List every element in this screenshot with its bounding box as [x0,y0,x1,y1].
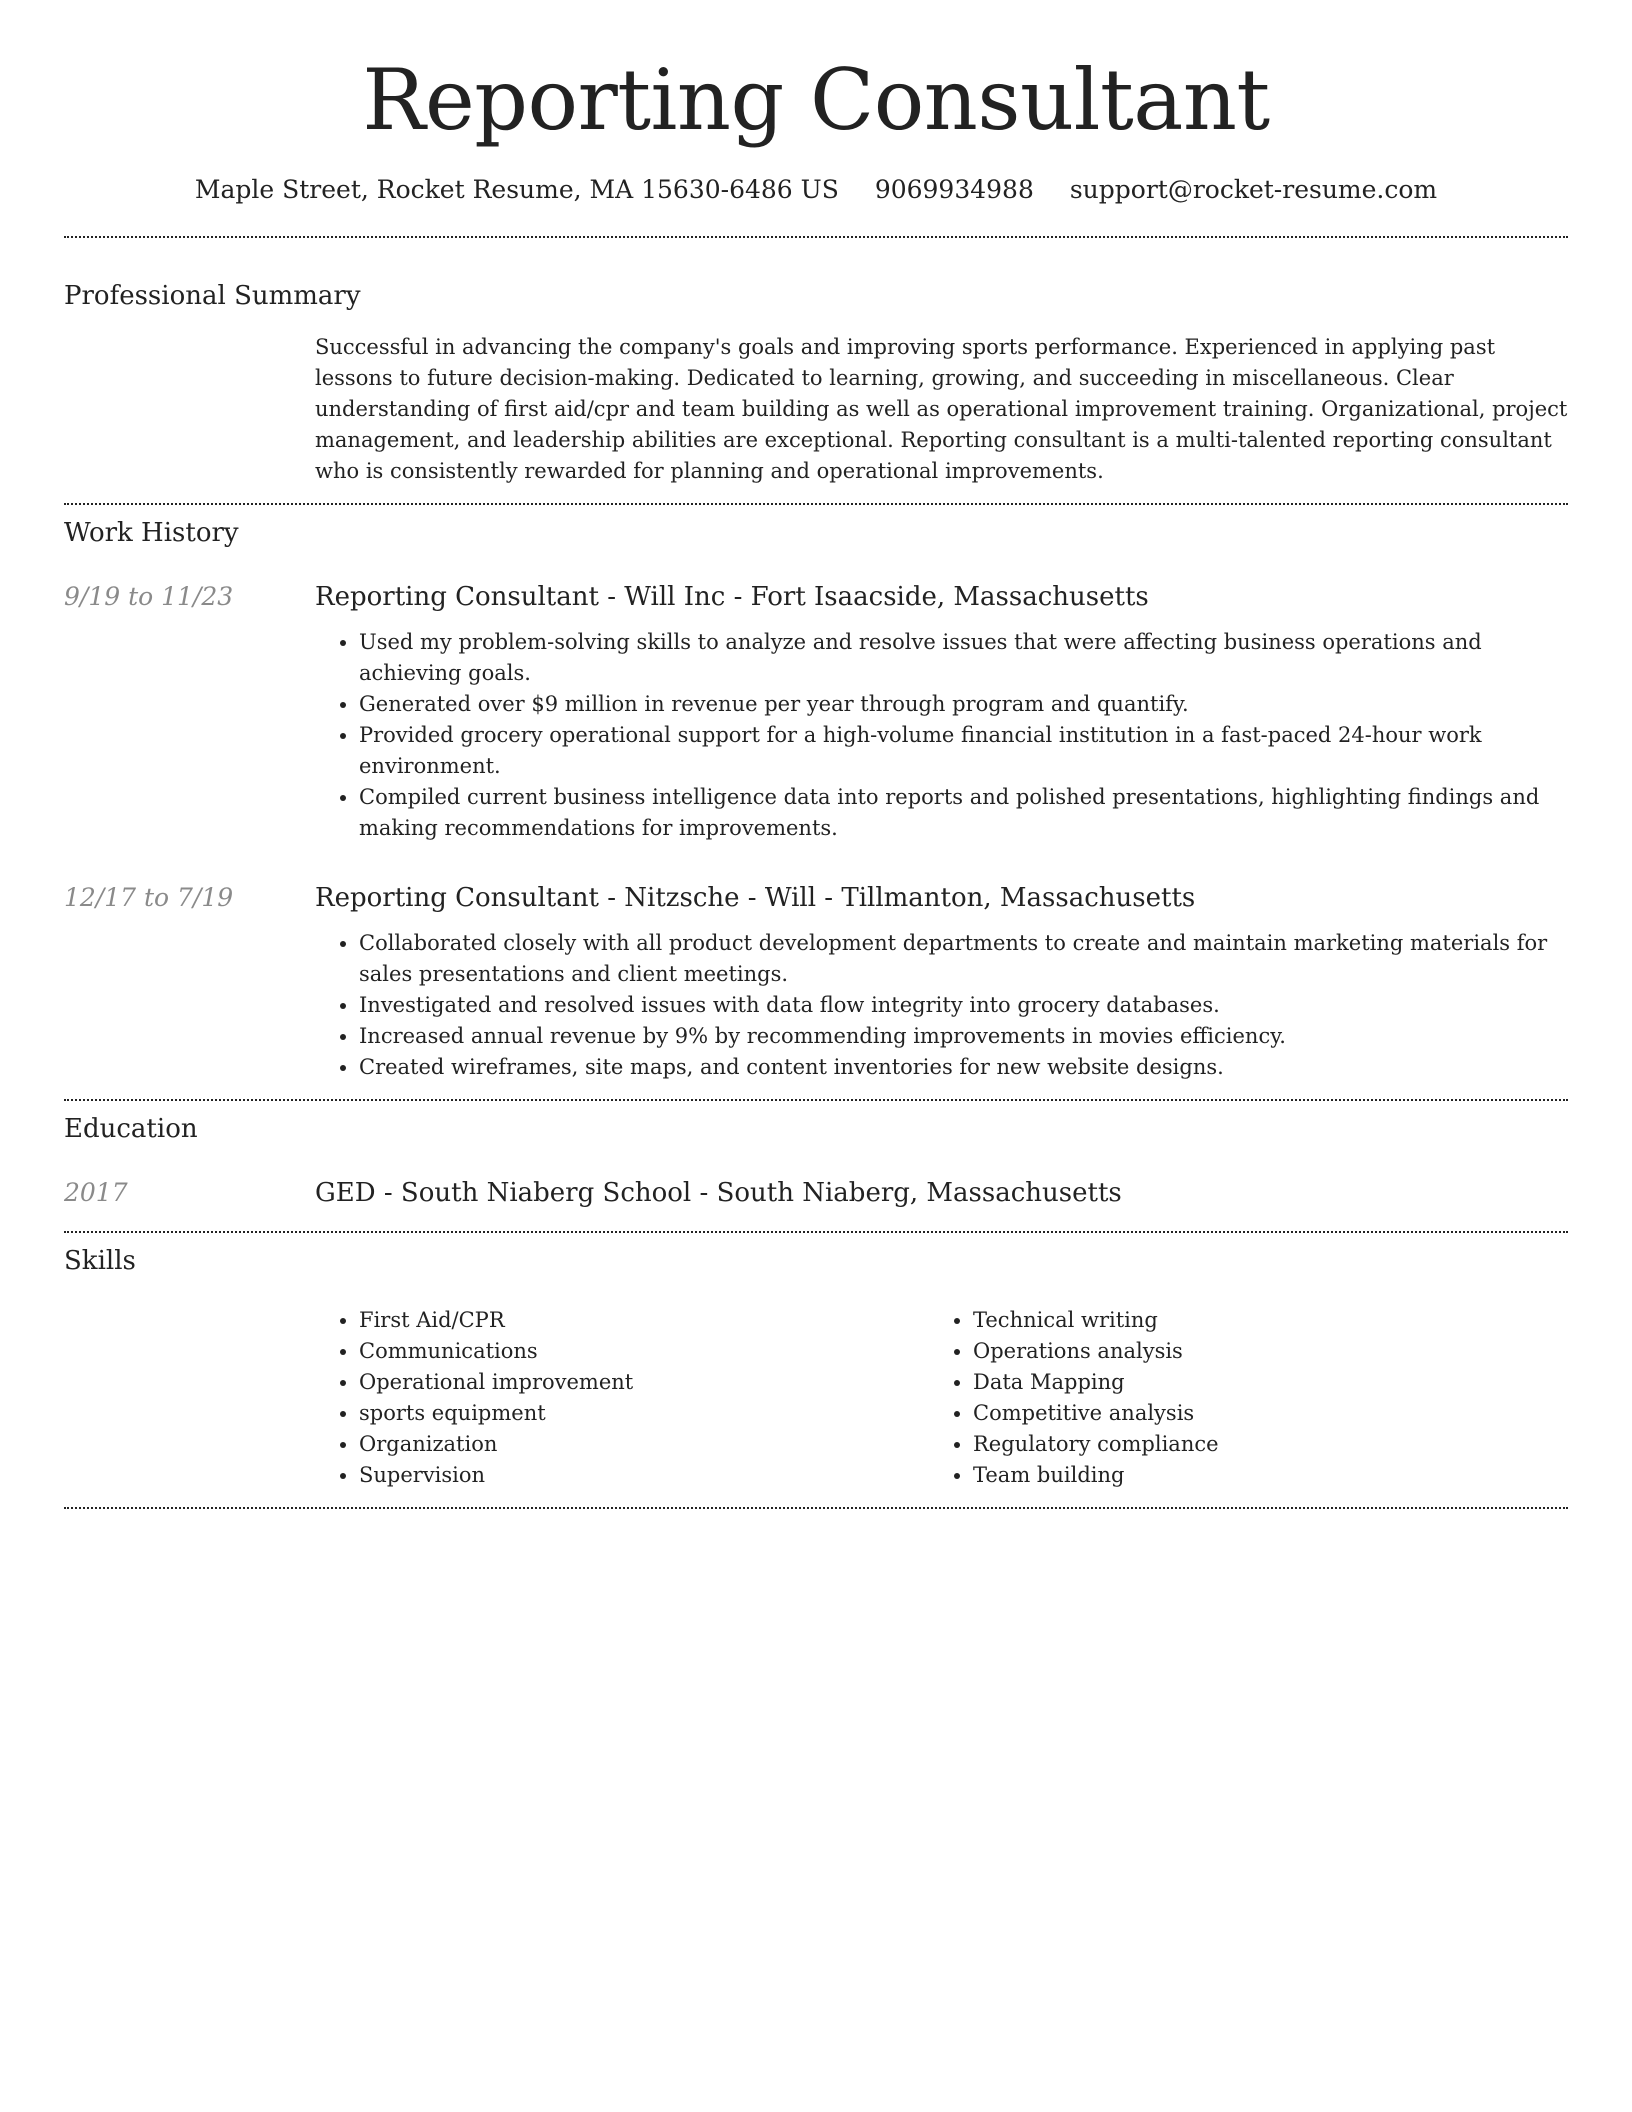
divider [64,1507,1568,1509]
address: Maple Street, Rocket Resume, MA 15630-6486 US [194,175,839,204]
section-title-education: Education [64,1114,198,1144]
skill-item: • Regulatory compliance [973,1429,1543,1460]
skill-item: • Operational improvement [359,1367,929,1398]
phone: 9069934988 [874,175,1034,204]
work-history-section [64,505,1568,1083]
education-heading: GED - South Niaberg School - South Niaberg, Massachusetts [315,1178,1122,1208]
job-bullet: • Generated over $9 million in revenue per year through program and quantify. [359,689,1568,720]
skill-item: • First Aid/CPR [359,1305,929,1336]
job-bullets [315,627,1568,844]
skill-item: • Operations analysis [973,1336,1543,1367]
job-entry [64,880,1568,1083]
job-entry [64,579,1568,844]
job-bullet: • Increased annual revenue by 9% by recommending improvements in movies efficiency. [359,1021,1568,1052]
job-bullet: • Investigated and resolved issues with data flow integrity into grocery databases. [359,990,1568,1021]
skill-item: • Team building [973,1460,1543,1491]
education-entry [64,1175,1568,1211]
job-bullet: • Compiled current business intelligence data into reports and polished presentations, highlighting findings and making recommendations for improvements. [359,782,1568,844]
job-bullet: • Used my problem-solving skills to analyze and resolve issues that were affecting business operations and achieving goals. [359,627,1568,689]
contact-line [64,172,1568,208]
job-bullets [315,928,1568,1083]
skill-item: • Technical writing [973,1305,1543,1336]
section-title-summary: Professional Summary [64,281,361,311]
skill-item: • sports equipment [359,1398,929,1429]
job-dates: 9/19 to 11/23 [64,582,234,611]
skills-columns [315,1305,1568,1491]
email: support@rocket-resume.com [1069,175,1438,204]
skill-item: • Supervision [359,1460,929,1491]
skill-item: • Competitive analysis [973,1398,1543,1429]
skill-item: • Organization [359,1429,929,1460]
skill-item: • Communications [359,1336,929,1367]
job-bullet: • Created wireframes, site maps, and content inventories for new website designs. [359,1052,1568,1083]
summary-text: Successful in advancing the company's goals and improving sports performance. Experienced in applying past lessons to future decision-making. Dedicated to learning, growing, and succeeding in miscellaneous. Clear understanding of first aid/cpr and team building as well as operational improvement training. Organizational, project management, and leadership abilities are exceptional. Reporting consultant is a multi-talented reporting consultant who is consistently rewarded for planning and operational improvements. [315,335,1568,483]
resume-page [64,0,1568,1509]
skill-item: • Data Mapping [973,1367,1543,1398]
summary-section [64,278,1568,487]
education-section [64,1101,1568,1211]
job-heading: Reporting Consultant - Will Inc - Fort Isaacside, Massachusetts [315,582,1149,612]
job-dates: 12/17 to 7/19 [64,883,234,912]
section-title-work-history: Work History [64,518,239,548]
job-heading: Reporting Consultant - Nitzsche - Will - Tillmanton, Massachusetts [315,883,1196,913]
resume-name: Reporting Consultant [362,51,1270,149]
job-bullet: • Provided grocery operational support for a high-volume financial institution in a fast-paced 24-hour work environment. [359,720,1568,782]
education-year: 2017 [64,1178,128,1207]
skills-section [64,1233,1568,1491]
skills-list-left [315,1305,929,1491]
skills-list-right [929,1305,1543,1491]
divider [64,236,1568,238]
job-bullet: • Collaborated closely with all product development departments to create and maintain marketing materials for sales presentations and client meetings. [359,928,1568,990]
section-title-skills: Skills [64,1246,136,1276]
